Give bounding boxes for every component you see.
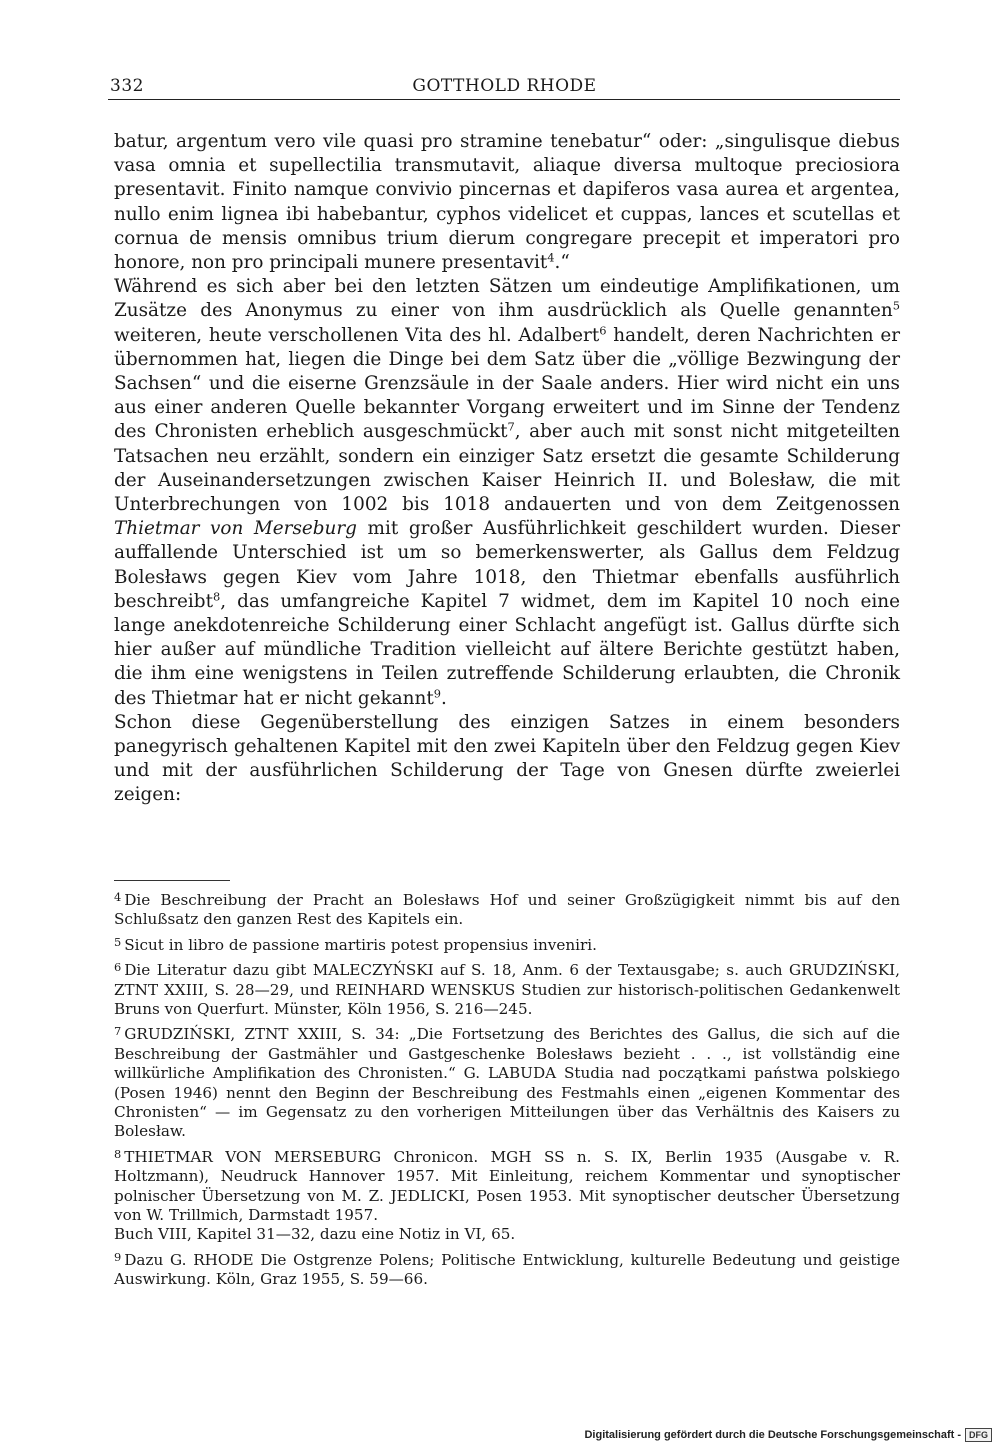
paragraph-3: Schon diese Gegenüberstellung des einzigen Satzes in einem besonders panegyrisch gehaltenen Kapitel mit den zwei Kapiteln über den Feldzug gegen Kiev und mit der ausführlichen Schilderung der Tage von Gnesen dürfte zweierlei zeigen: [114, 711, 900, 806]
paragraph-1: batur, argentum vero vile quasi pro stramine tenebatur“ oder: „singulisque diebus vasa omnia et supellectilia transmutavit, aliaque diversa multoque preciosiora presentavit. Finito namque convivio pincernas et dapiferos vasa aurea et argentea, nullo enim lignea ibi habebantur, cyphos videlicet et cuppas, lances et scutellas et cornua de mensis omnibus trium dierum congregare precepit et imperatori pro honore, non pro principali munere presentavit$^4$.“ [114, 131, 900, 274]
body-text [114, 130, 900, 808]
footnote-5: $^5$ Sicut in libro de passione martiris potest propensius inveniri. [114, 934, 597, 954]
running-title: GOTTHOLD RHODE [412, 76, 597, 96]
footnote-ref-9[interactable]: 9 [433, 686, 442, 701]
header-rule [108, 99, 900, 100]
footnote-ref-6[interactable]: 6 [599, 323, 607, 338]
footnote-4: $^4$ Die Beschreibung der Pracht an Bolesławs Hof und seiner Großzügigkeit nimmt bis auf den Schlußsatz den ganzen Rest des Kapitels ein. [114, 890, 900, 929]
credit-text: Digitalisierung gefördert durch die Deutsche Forschungsgemeinschaft - [584, 1429, 961, 1441]
italic-name: Thietmar von Merseburg [114, 518, 357, 540]
footnote-8: $^8$ THIETMAR VON MERSEBURG Chronicon. MGH SS n. S. IX, Berlin 1935 (Ausgabe v. R. Holtzmann), Neudruck Hannover 1957. Mit Einleitung, reichem Kommentar und synoptischer polnischer Übersetzung von M. Z. JEDLICKI, Posen 1953. Mit synoptischer deutscher Übersetzung von W. Trillmich, Darmstadt 1957. Buch VIII, Kapitel 31—32, dazu eine Notiz in VI, 65. [114, 1146, 900, 1244]
running-head [110, 76, 899, 98]
footnote-8-continuation: Buch VIII, Kapitel 31—32, dazu eine Notiz in VI, 65. [114, 1225, 516, 1244]
footnote-marker: 7 [114, 1024, 122, 1039]
dfg-logo-icon: DFG [965, 1428, 992, 1442]
footnote-ref-8[interactable]: 8 [212, 589, 221, 604]
footnote-ref-7[interactable]: 7 [507, 420, 515, 435]
footnote-rule [114, 880, 230, 881]
footnote-7: $^7$ GRUDZIŃSKI, ZTNT XXIII, S. 34: „Die Fortsetzung des Berichtes des Gallus, die sich auf die Beschreibung der Gastmähler und Gastgeschenke Bolesławs bezieht . . ., ist vollständig eine willkürliche Amplifikation des Chronisten.“ G. LABUDA Studia nad początkami państwa polskiego (Posen 1946) nennt den Beginn der Beschreibung des Festmahls einen „eigenen Kommentar des Chronisten“ — im Gegensatz zu den vorherigen Mitteilungen über das Verhältnis des Kaisers zu Bolesław. [114, 1024, 900, 1141]
footnote-marker: 6 [114, 960, 122, 975]
page-number: 332 [110, 76, 144, 96]
footnote-marker: 5 [114, 934, 122, 949]
footnote-marker: 9 [114, 1249, 122, 1264]
footnote-9: $^9$ Dazu G. RHODE Die Ostgrenze Polens; Politische Entwicklung, kulturelle Bedeutung und geistige Auswirkung. Köln, Graz 1955, S. 59—66. [114, 1249, 900, 1289]
footnote-marker: 8 [114, 1146, 122, 1161]
footnote-6: $^6$ Die Literatur dazu gibt MALECZYŃSKI auf S. 18, Anm. 6 der Textausgabe; s. auch GRUDZIŃSKI, ZTNT XXIII, S. 28—29, und REINHARD WENSKUS Studien zur historisch-politischen Gedankenwelt Bruns von Querfurt. Münster, Köln 1956, S. 216—245. [114, 960, 900, 1018]
footnote-marker: 4 [114, 890, 122, 904]
paragraph-2: Während es sich aber bei den letzten Sätzen um eindeutige Amplifikationen, um Zusätze des Anonymus zu einer von ihm ausdrücklich als Quelle genannten$^5$ weiteren, heute verschollenen Vita des hl. Adalbert$^6$ handelt, deren Nachrichten er übernommen hat, liegen die Dinge bei dem Satz über die „völlige Bezwingung der Sachsen“ und die eiserne Grenzsäule in der Saale anders. Hier wird nicht ein uns aus einer anderen Quelle bekannter Vorgang erweitert und im Sinne der Tendenz des Chronisten erheblich ausgeschmückt$^7$, aber auch mit sonst nicht mitgeteilten Tatsachen neu erzählt, sondern ein einziger Satz ersetzt die gesamte Schilderung der Auseinandersetzungen zwischen Kaiser Heinrich II. und Bolesław, die mit Unterbrechungen von 1002 bis 1018 andauerten und von dem Zeitgenossen Thietmar von Merseburg mit großer Ausführlichkeit geschildert wurden. Dieser auffallende Unterschied ist um so bemerkenswerter, als Gallus dem Feldzug Bolesławs gegen Kiev vom Jahre 1018, den Thietmar ebenfalls ausführlich beschreibt$^8$, das umfangreiche Kapitel 7 widmet, dem im Kapitel 10 noch eine lange anekdotenreiche Schilderung einer Schlacht angefügt ist. Gallus dürfte sich hier außer auf mündliche Tradition vielleicht auf ältere Berichte gestützt haben, die ihm eine wenigstens in Teilen zutreffende Schilderung erlaubten, die Chronik des Thietmar hat er nicht gekannt$^9$. [114, 276, 901, 709]
footnote-ref-5[interactable]: 5 [892, 299, 900, 314]
digitization-credit [584, 1426, 992, 1444]
footnote-ref-4[interactable]: 4 [547, 250, 555, 265]
footnotes [114, 888, 900, 1293]
